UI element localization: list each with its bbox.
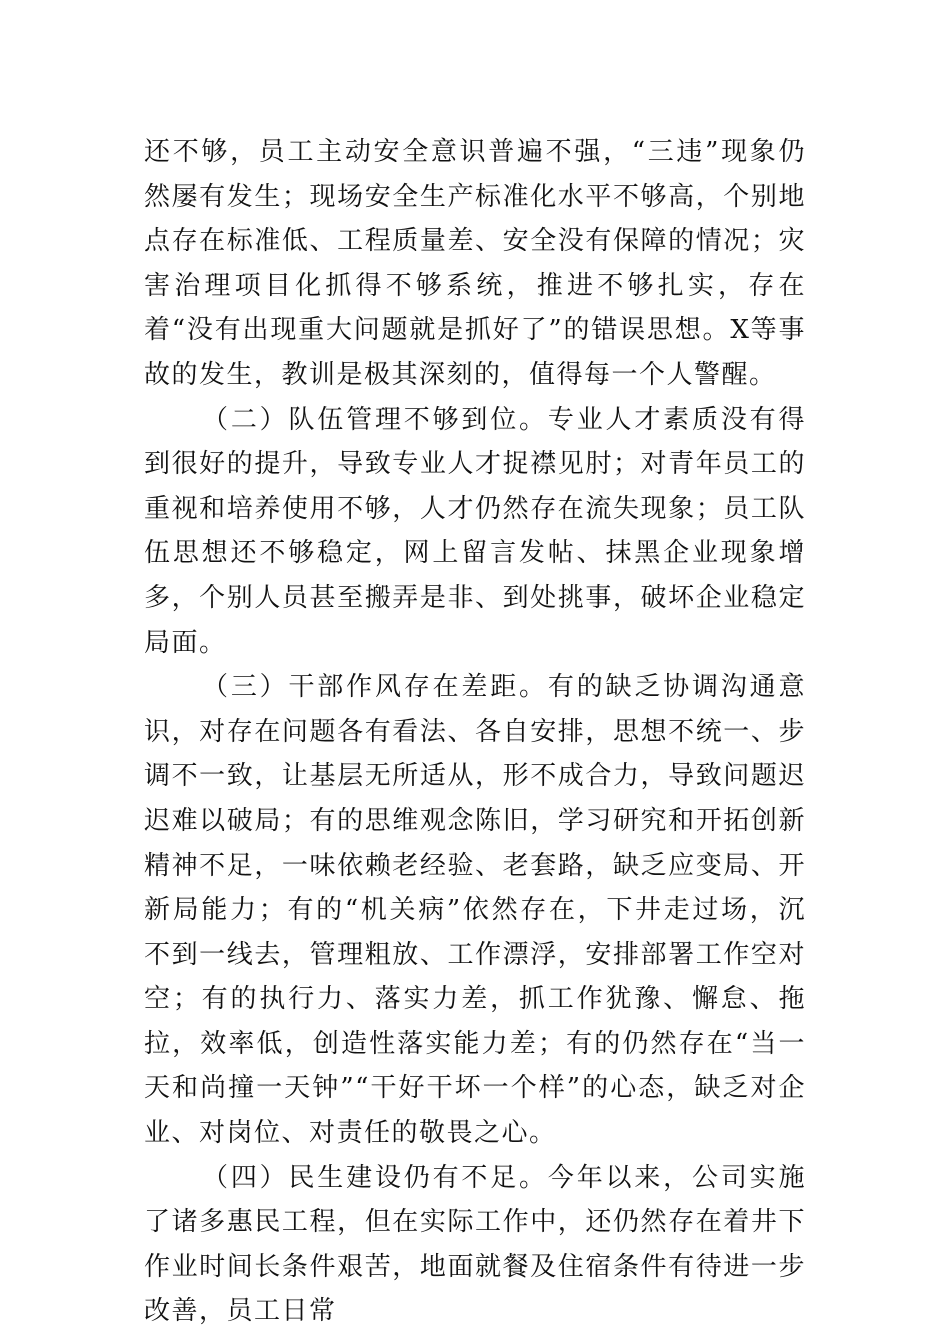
paragraph-livelihood	[144, 1156, 806, 1334]
paragraph-safety-continued	[144, 130, 806, 398]
paragraph-team-management	[144, 398, 806, 666]
section-heading: （四）民生建设仍有不足。	[202, 1162, 548, 1193]
paragraph-text: 有的缺乏协调沟通意识，对存在问题各有看法、各自安排，思想不统一、步调不一致，让基层无所适从，形不成合力，导致问题迟迟难以破局；有的思维观念陈旧，学习研究和开拓创新精神不足，一味依赖老经验、老套路，缺乏应变局、开新局能力；有的“机关病”依然存在，下井走过场，沉不到一线去，管理粗放、工作漂浮，安排部署工作空对空；有的执行力、落实力差，抓工作犹豫、懈怠、拖拉，效率低，创造性落实能力差；有的仍然存在“当一天和尚撞一天钟”“干好干坏一个样”的心态，缺乏对企业、对岗位、对责任的敬畏之心。	[144, 672, 806, 1149]
section-heading: （三）干部作风存在差距。	[202, 672, 548, 703]
paragraph-text: 今年以来，公司实施了诸多惠民工程，但在实际工作中，还仍然存在着井下作业时间长条件艰苦，地面就餐及住宿条件有待进一步改善，员工日常	[144, 1162, 806, 1327]
paragraph-text: 还不够，员工主动安全意识普遍不强，“三违”现象仍然屡有发生；现场安全生产标准化水平不够高，个别地点存在标准低、工程质量差、安全没有保障的情况；灾害治理项目化抓得不够系统，推进不够扎实，存在着“没有出现重大问题就是抓好了”的错误思想。X等事故的发生，教训是极其深刻的，值得每一个人警醒。	[144, 137, 806, 390]
paragraph-cadre-style	[144, 665, 806, 1156]
document-page	[144, 130, 806, 1334]
paragraph-text: 专业人才素质没有得到很好的提升，导致专业人才捉襟见肘；对青年员工的重视和培养使用不够，人才仍然存在流失现象；员工队伍思想还不够稳定，网上留言发帖、抹黑企业现象增多，个别人员甚至搬弄是非、到处挑事，破坏企业稳定局面。	[144, 404, 806, 658]
section-heading: （二）队伍管理不够到位。	[202, 404, 548, 435]
